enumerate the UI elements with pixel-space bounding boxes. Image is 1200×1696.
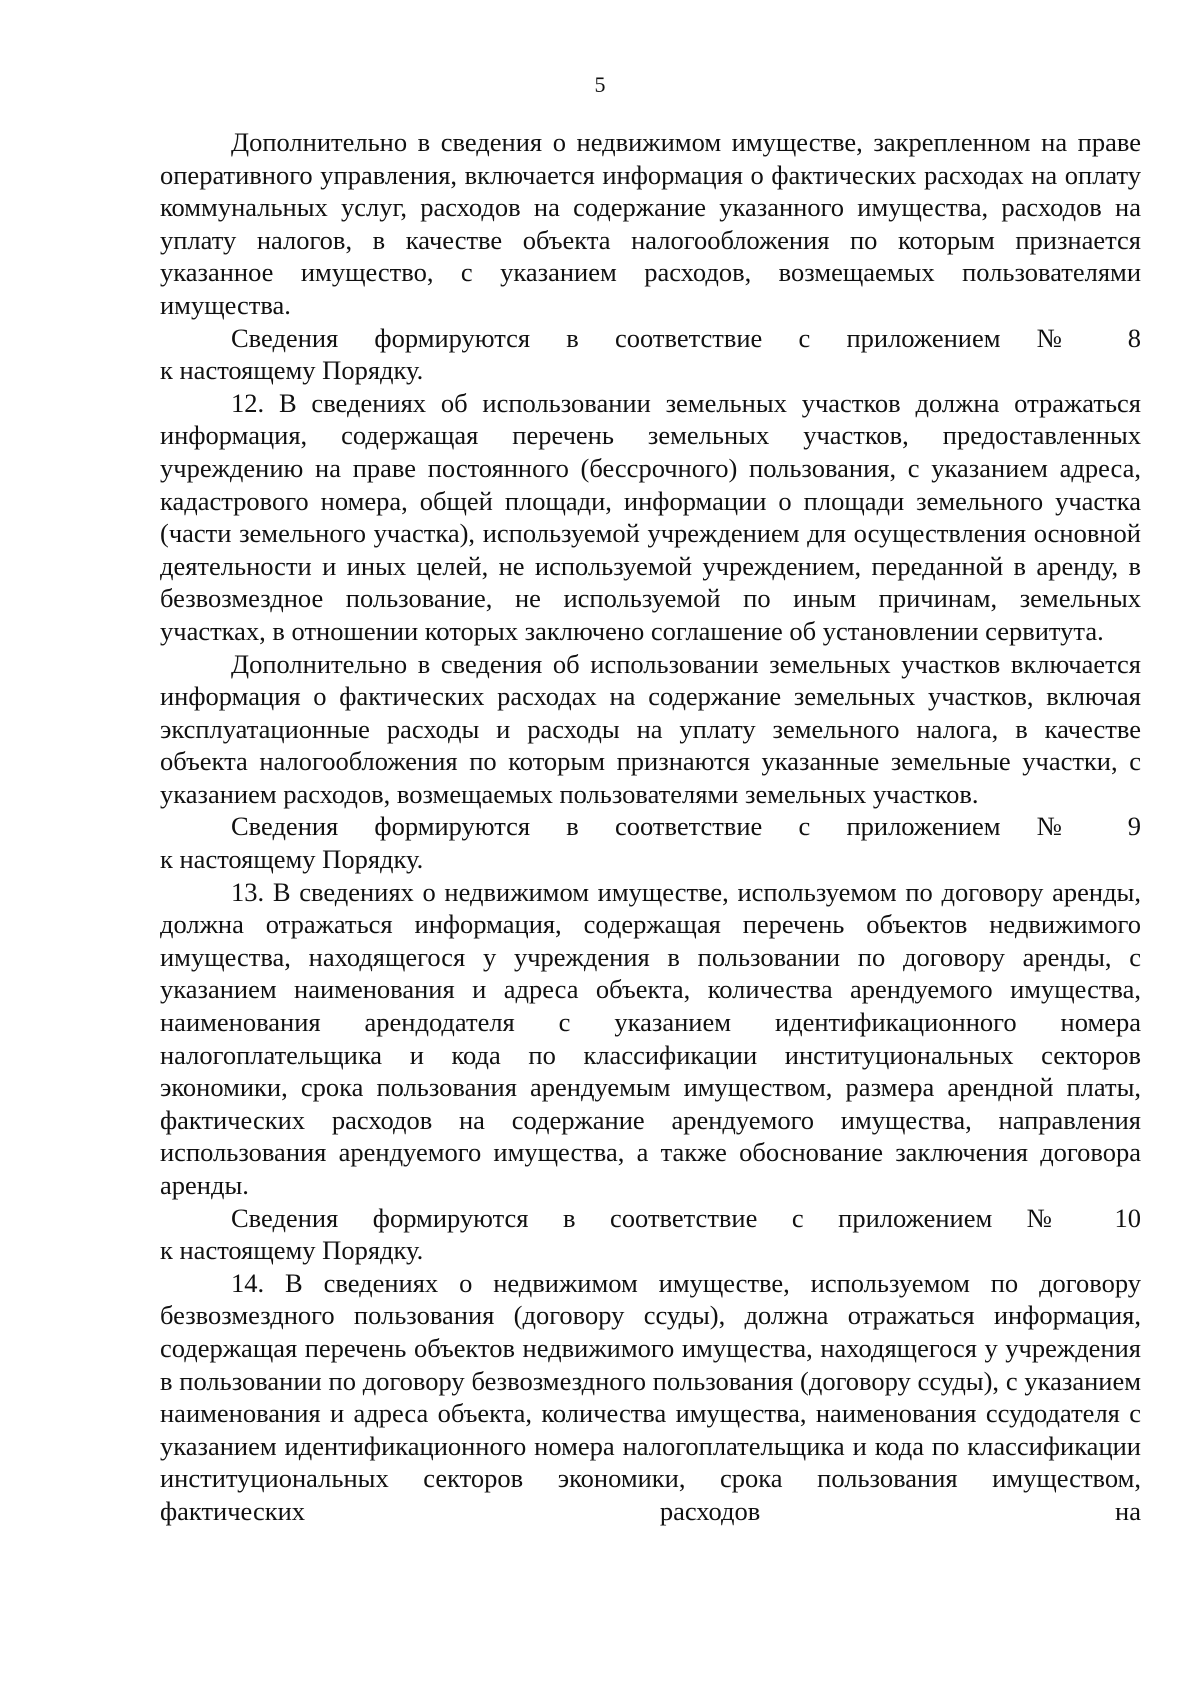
appendix-8-line-end: к настоящему Порядку. — [160, 355, 424, 386]
paragraph-14-free-use-property: 14. В сведениях о недвижимом имуществе, используемом по договору безвозмездного пользования (договору ссуды), должна отражаться информация, содержащая перечень объектов недвижимого имущества, находящегося у учреждения в пользовании по договору безвозмездного пользования (договору ссуды), с указанием наименования и адреса объекта, количества имущества, наименования ссудодателя с указанием идентификационного номера налогоплательщика и кода по классификации институциональных секторов экономики, срока пользования имуществом, фактических расходов на — [160, 1267, 1141, 1526]
appendix-10-line: Сведения формируются в соответствие с приложением № 10 — [231, 1202, 1141, 1233]
paragraph-appendix-9-reference — [160, 810, 1141, 875]
appendix-9-line: Сведения формируются в соответствие с приложением № 9 — [231, 811, 1141, 842]
paragraph-operative-management-expenses: Дополнительно в сведения о недвижимом имуществе, закрепленном на праве оперативного управления, включается информация о фактических расходах на оплату коммунальных услуг, расходов на содержание указанного имущества, расходов на уплату налогов, в качестве объекта налогообложения по которым признается указанное имущество, с указанием расходов, возмещаемых пользователями имущества. — [160, 127, 1141, 320]
paragraph-12-land-plots: 12. В сведениях об использовании земельных участков должна отражаться информация, содержащая перечень земельных участков, предоставленных учреждению на праве постоянного (бессрочного) пользования, с указанием адреса, кадастрового номера, общей площади, информации о площади земельного участка (части земельного участка), используемой учреждением для осуществления основной деятельности и иных целей, не используемой учреждением, переданной в аренду, в безвозмездное пользование, не используемой по иным причинам, земельных участках, в отношении которых заключено соглашение об установлении сервитута. — [160, 387, 1141, 646]
appendix-10-line-end: к настоящему Порядку. — [160, 1235, 424, 1266]
paragraph-13-lease-property: 13. В сведениях о недвижимом имуществе, используемом по договору аренды, должна отражаться информация, содержащая перечень объектов недвижимого имущества, находящегося у учреждения в пользовании по договору аренды, с указанием наименования и адреса объекта, количества арендуемого имущества, наименования арендодателя с указанием идентификационного номера налогоплательщика и кода по классификации институциональных секторов экономики, срока пользования арендуемым имуществом, размера арендной платы, фактических расходов на содержание арендуемого имущества, направления использования арендуемого имущества, а также обоснование заключения договора аренды. — [160, 876, 1141, 1200]
appendix-9-line-end: к настоящему Порядку. — [160, 844, 424, 875]
paragraph-appendix-8-reference — [160, 322, 1141, 387]
paragraph-appendix-10-reference — [160, 1202, 1141, 1267]
page-number: 5 — [594, 72, 606, 97]
paragraph-land-plots-expenses: Дополнительно в сведения об использовании земельных участков включается информация о фактических расходах на содержание земельных участков, включая эксплуатационные расходы и расходы на уплату земельного налога, в качестве объекта налогообложения по которым признаются указанные земельные участки, с указанием расходов, возмещаемых пользователями земельных участков. — [160, 648, 1141, 809]
document-body — [160, 126, 1141, 1528]
appendix-8-line: Сведения формируются в соответствие с приложением № 8 — [231, 322, 1141, 353]
